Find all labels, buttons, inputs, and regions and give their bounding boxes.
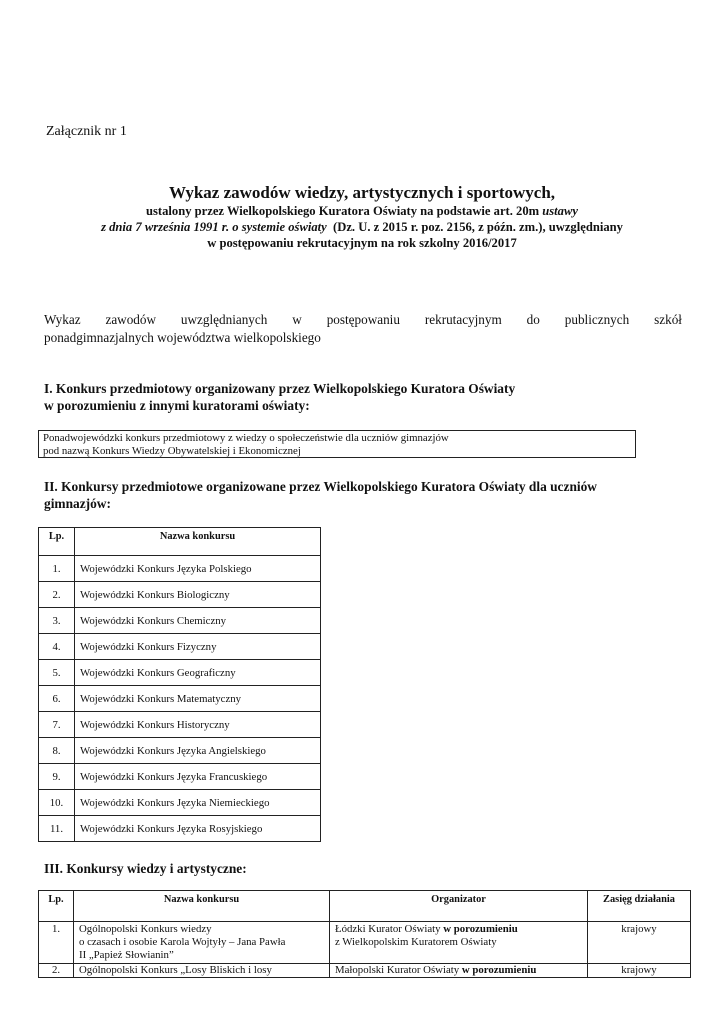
table-row xyxy=(39,634,321,660)
column-header-organizer: Organizator xyxy=(330,891,588,922)
column-header-name: Nazwa konkursu xyxy=(74,891,330,922)
cell-lp: 5. xyxy=(39,660,75,686)
section-1-heading-line-1: I. Konkurs przedmiotowy organizowany przez Wielkopolskiego Kuratora Oświaty xyxy=(44,381,516,396)
cell-lp: 1. xyxy=(39,922,74,964)
cell-lp: 2. xyxy=(39,582,75,608)
title-line-2 xyxy=(40,203,684,219)
cell-lp: 6. xyxy=(39,686,75,712)
cell-lp: 8. xyxy=(39,738,75,764)
table-row xyxy=(39,686,321,712)
cell-lp: 1. xyxy=(39,556,75,582)
table-row xyxy=(39,816,321,842)
annex-label: Załącznik nr 1 xyxy=(46,124,127,139)
intro-word: Wykaz xyxy=(44,312,81,327)
section-2-table xyxy=(38,527,321,842)
cell-name: Wojewódzki Konkurs Matematyczny xyxy=(75,686,321,712)
section-3-heading: III. Konkursy wiedzy i artystyczne: xyxy=(44,861,247,876)
cell-organizer-line: z Wielkopolskim Kuratorem Oświaty xyxy=(335,936,497,948)
document-title xyxy=(40,182,684,251)
organizer-text: Łódzki Kurator Oświaty xyxy=(335,923,444,935)
title-line-3-text: (Dz. U. z 2015 r. poz. 2156, z późn. zm.), uwzględniany xyxy=(333,220,623,234)
column-header-name: Nazwa konkursu xyxy=(75,528,321,556)
title-line-3-italic: z dnia 7 września 1991 r. o systemie oświaty xyxy=(101,220,327,234)
table-header-row xyxy=(39,528,321,556)
intro-word: uwzględnianych xyxy=(180,312,268,327)
cell-lp: 3. xyxy=(39,608,75,634)
cell-lp: 9. xyxy=(39,764,75,790)
cell-name: Wojewódzki Konkurs Geograficzny xyxy=(75,660,321,686)
cell-name-line: Ogólnopolski Konkurs wiedzy xyxy=(79,923,212,935)
table-header-row xyxy=(39,891,691,922)
column-header-lp: Lp. xyxy=(39,891,74,922)
cell-lp: 10. xyxy=(39,790,75,816)
cell-name: Wojewódzki Konkurs Chemiczny xyxy=(75,608,321,634)
cell-lp: 4. xyxy=(39,634,75,660)
intro-word: do xyxy=(526,312,540,327)
intro-word: szkół xyxy=(654,312,682,327)
table-row xyxy=(39,608,321,634)
intro-paragraph xyxy=(44,311,682,347)
cell-name: Wojewódzki Konkurs Języka Niemieckiego xyxy=(75,790,321,816)
column-header-lp: Lp. xyxy=(39,528,75,556)
section-3-table xyxy=(38,890,691,978)
cell-organizer-line xyxy=(335,923,587,936)
cell-name: Wojewódzki Konkurs Języka Francuskiego xyxy=(75,764,321,790)
table-row xyxy=(39,582,321,608)
column-header-range: Zasięg działania xyxy=(588,891,691,922)
section-1-heading-line-2: w porozumieniu z innymi kuratorami oświaty: xyxy=(44,398,310,413)
table-row xyxy=(39,660,321,686)
cell-name-line: o czasach i osobie Karola Wojtyły – Jana Pawła xyxy=(79,936,286,948)
table-row xyxy=(39,790,321,816)
table-row xyxy=(39,922,691,964)
cell-organizer xyxy=(330,964,588,978)
title-line-2-italic: ustawy xyxy=(542,204,578,218)
cell-range: krajowy xyxy=(588,964,691,978)
intro-line-2: ponadgimnazjalnych województwa wielkopolskiego xyxy=(44,330,321,345)
table-row xyxy=(39,738,321,764)
intro-line-1 xyxy=(44,311,682,329)
cell-name: Wojewódzki Konkurs Biologiczny xyxy=(75,582,321,608)
cell-name xyxy=(74,922,330,964)
intro-word: rekrutacyjnym xyxy=(424,312,502,327)
title-line-4: w postępowaniu rekrutacyjnym na rok szkolny 2016/2017 xyxy=(207,236,517,250)
section-2-heading-line-1: II. Konkursy przedmiotowe organizowane przez Wielkopolskiego Kuratora Oświaty dla uczniów xyxy=(44,479,597,494)
intro-word: w xyxy=(292,312,302,327)
cell-lp: 2. xyxy=(39,964,74,978)
table-row xyxy=(39,556,321,582)
organizer-text: Małopolski Kurator Oświaty xyxy=(335,964,462,976)
cell-lp: 11. xyxy=(39,816,75,842)
section-1-box xyxy=(38,430,636,458)
table-row xyxy=(39,964,691,978)
intro-word: postępowaniu xyxy=(326,312,400,327)
cell-name: Wojewódzki Konkurs Języka Angielskiego xyxy=(75,738,321,764)
title-main: Wykaz zawodów wiedzy, artystycznych i sportowych, xyxy=(168,183,556,202)
cell-name: Wojewódzki Konkurs Historyczny xyxy=(75,712,321,738)
cell-name: Wojewódzki Konkurs Języka Polskiego xyxy=(75,556,321,582)
organizer-bold: w porozumieniu xyxy=(443,923,518,935)
cell-name-line: II „Papież Słowianin” xyxy=(79,949,174,961)
section-2-heading xyxy=(44,478,597,512)
cell-organizer xyxy=(330,922,588,964)
section-1-box-line-1: Ponadwojewódzki konkurs przedmiotowy z wiedzy o społeczeństwie dla uczniów gimnazjów xyxy=(43,432,449,444)
section-2-heading-line-2: gimnazjów: xyxy=(44,496,111,511)
cell-lp: 7. xyxy=(39,712,75,738)
table-row xyxy=(39,764,321,790)
section-1-heading xyxy=(44,380,515,414)
intro-word: zawodów xyxy=(105,312,157,327)
cell-name: Ogólnopolski Konkurs „Losy Bliskich i losy xyxy=(74,964,330,978)
cell-name: Wojewódzki Konkurs Języka Rosyjskiego xyxy=(75,816,321,842)
cell-range: krajowy xyxy=(588,922,691,964)
cell-name: Wojewódzki Konkurs Fizyczny xyxy=(75,634,321,660)
intro-word: publicznych xyxy=(564,312,630,327)
table-row xyxy=(39,712,321,738)
title-line-2-text: ustalony przez Wielkopolskiego Kuratora Oświaty na podstawie art. 20m xyxy=(146,204,543,218)
section-1-box-line-2: pod nazwą Konkurs Wiedzy Obywatelskiej i Ekonomicznej xyxy=(43,445,301,457)
organizer-bold: w porozumieniu xyxy=(461,964,537,976)
title-line-3 xyxy=(40,219,684,235)
